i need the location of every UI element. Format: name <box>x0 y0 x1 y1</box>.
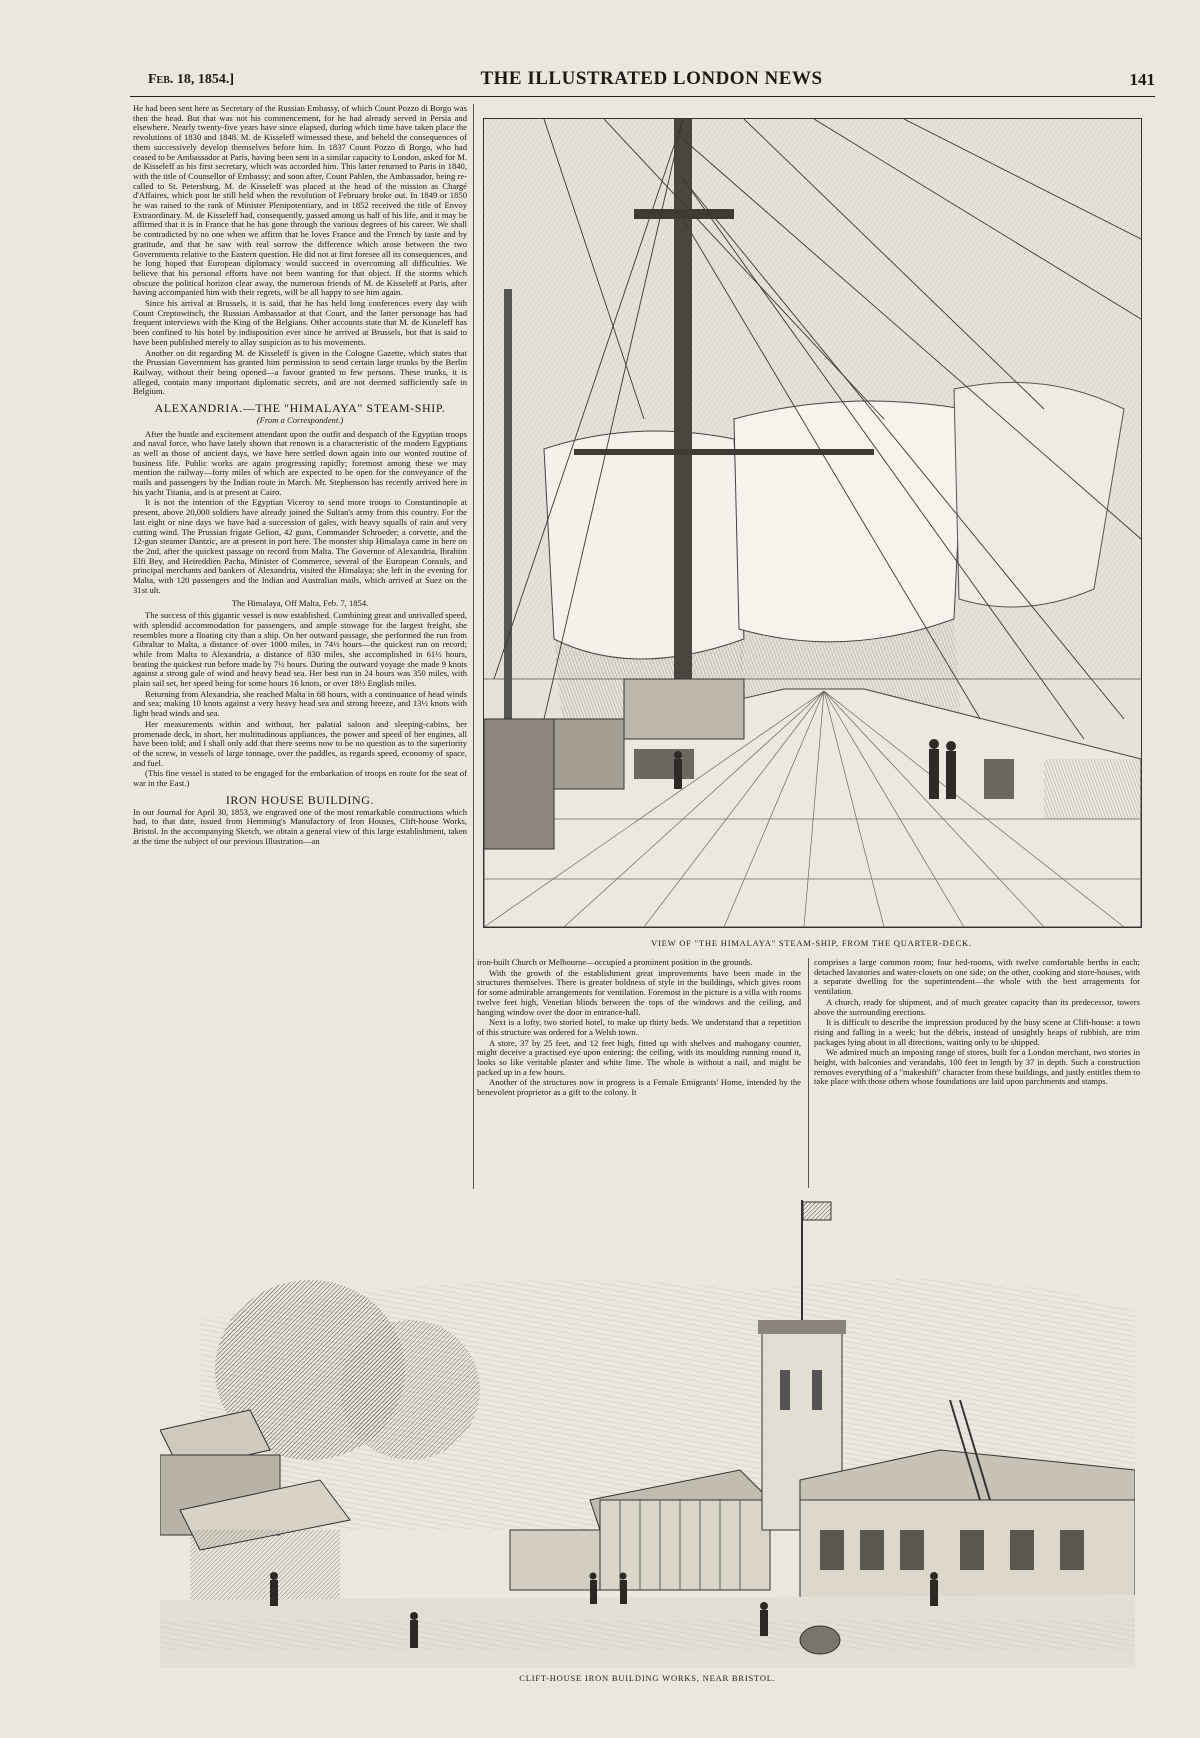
middle-column <box>477 958 801 1188</box>
article-paragraph: Her measurements within and without, her palatial saloon and sleeping-cabins, her promenade deck, in short, her multitudinous appliances, the power and speed of her engines, all have been told; and I shall only add that there seems now to be no question as to the superiority of the screw, in vessels of large tonnage, over the paddles, as regards speed, economy of space, and fuel. <box>133 718 467 768</box>
issue-date: Feb. 18, 1854.] <box>148 72 235 87</box>
left-column <box>133 104 467 944</box>
iron-works-illustration <box>160 1200 1135 1668</box>
article-paragraph: He had been sent here as Secretary of the Russian Embassy, of which Count Pozzo di Borgo was then the head. But that was not his commencement, for he had already served in Persia and elsewhere. Nearly twenty-five years have since elapsed, during which time have taken place the revolutions of 1830 and 1848. M. de Kisseleff witnessed these, and beheld the consequences of them successively develop themselves before him. In 1837 Count Pozzo di Borgo, who had ceased to be Ambassador at Paris, having been sent in a similar capacity to London, asked for M. de Kisseleff as his first secretary, which was accorded him. This latter returned to Paris in 1840, with the title of Counsellor of Embassy; and soon after, Count Pahlen, the Ambassador, being re-called to St. Petersburg, M. de Kisseleff was placed at the head of the mission as Chargé d'Affaires, which post he still held when the revolution of February broke out. In 1849 or 1850 he was raised to the rank of Minister Plenipotentiary, and in 1852 received the title of Envoy Extraordinary. M. de Kisseleff had, consequently, passed among us half of his life, and it may be affirmed that it is in France that he has gone through the various degrees of his career. We shall be contradicted by no one when we affirm that he loves France and the French by taste and by gratitude, and that he saw with real sorrow the difference which arose between the two Governments relative to the Eastern question. He did not at first foresee all its consequences, and he long hoped that European diplomacy would succeed in overcoming all difficulties. We believe that his personal efforts have not been wanting for that object. If the storms which obscure the political horizon clear away, the numerous friends of M. de Kisseleff at Paris, after having accompanied him with their regrets, will be all happy to see him again. <box>133 104 467 298</box>
article-paragraph: A store, 37 by 25 feet, and 12 feet high, fitted up with shelves and mahogany counter, might deceive a practised eye upon entering: the ceiling, with its moulding running round it, looks so like veritable plaster and white lime. The whole is without a nail, and might be packed up in a few hours. <box>477 1037 801 1077</box>
article-heading-iron-house: IRON HOUSE BUILDING. <box>225 792 375 807</box>
masthead-title: THE ILLUSTRATED LONDON NEWS <box>480 68 823 89</box>
article-paragraph: Returning from Alexandria, she reached Malta in 68 hours, with a continuance of head winds and sea; making 10 knots against a very heavy head sea and strong breeze, and 13½ knots with light head winds and sea. <box>133 688 467 719</box>
article-heading-himalaya: ALEXANDRIA.—THE "HIMALAYA" STEAM-SHIP. <box>154 401 446 416</box>
article-paragraph: Another of the structures now in progress is a Female Emigrants' Home, intended by the benevolent proprietor as a gift to the colony. It <box>477 1077 801 1098</box>
article-paragraph: iron-built Church or Melbourne—occupied a prominent position in the grounds. <box>477 958 753 967</box>
article-paragraph: It is not the intention of the Egyptian Viceroy to send more troops to Constantinople at present, above 20,000 soldiers have already joined the Sultan's army from this country. For the last eight or nine days we have had a succession of gales, with heavy squalls of rain and very cutting wind. The Prussian frigate Gefion, 42 guns, Commander Schroeder; a corvette, and the 12-gun steamer Dantzic, are at present in port here. The monster ship Himalaya came in here on the 2nd, after the quickest passage on record from Malta. The Governor of Alexandria, Ibrahim Elfi Bey, and Heireddien Pacha, Minister of Commerce, several of the European Consuls, and principal merchants and bankers of Alexandria, visited the Himalaya; she left in the evening for Malta, with 120 passengers and the Indian and Australian mails, which arrived at Suez on the 31st ult. <box>133 497 467 595</box>
article-paragraph: It is difficult to describe the impression produced by the busy scene at Clift-house: a town rising and falling in a week; but the débris, instead of unsightly heaps of rubbish, are trim packages lying about in all directions, waiting only to be shipped. <box>814 1017 1140 1047</box>
byline: (From a Correspondent.) <box>256 414 344 425</box>
ship-deck-engraving <box>483 118 1142 928</box>
editor-note: (This fine vessel is stated to be engaged for the embarkation of troops en route for the seat of war in the East.) <box>133 768 467 789</box>
article-paragraph: Next is a lofty, two storied hotel, to make up thirty beds. We understand that a repetition of this structure was ordered for a Welsh town. <box>477 1017 801 1037</box>
dateline: The Himalaya, Off Malta, Feb. 7, 1854. <box>231 598 369 609</box>
ship-deck-illustration <box>484 119 1141 927</box>
column-rule <box>473 104 474 1189</box>
works-caption: CLIFT-HOUSE IRON BUILDING WORKS, NEAR BRISTOL. <box>519 1673 776 1683</box>
article-paragraph: A church, ready for shipment, and of much greater capacity than its predecessor, towers above the surrounding erections. <box>814 996 1140 1017</box>
article-paragraph: After the bustle and excitement attendant upon the outfit and despatch of the Egyptian troops and naval force, who have lately shown that renown is a characteristic of the modern Egyptians as well as those of ancient days, we have here settled down again into our wonted routine of business life. Public works are again progressing rapidly; foremost among these we may mention the railway—forty miles of which are expected to be open for the conveyance of the mails and passengers by the Indian route in March. Mr. Stephenson has recently arrived here in his yacht Titania, and is at present at Cairo. <box>133 428 467 497</box>
ship-caption: VIEW OF "THE HIMALAYA" STEAM-SHIP, FROM THE QUARTER-DECK. <box>651 938 972 948</box>
article-paragraph: With the growth of the establishment great improvements have been made in the structures themselves. There is greater boldness of style in the buildings, which gives room for some admirable arrangements for ventilation. Foremost in the picture is a villa with rooms twelve feet high, Venetian blinds between the tops of the windows and the ceiling, and hanging window over the door in entrance-hall. <box>477 967 801 1017</box>
article-paragraph: comprises a large common room; four bed-rooms, with twelve comfortable berths in each; detached lavatories and water-closets on one side; on the other, cooking and store-houses, with a separate dwelling for the superintendent—the whole with the best arragements for ventilation. <box>814 958 1140 997</box>
article-paragraph: The success of this gigantic vessel is now established. Combining great and unrivalled speed, with splendid accommodation for passengers, and ample stowage for the largest freight, she resembles more a floating city than a ship. On her outward passage, she performed the run from Gibraltar to Malta, a distance of over 1000 miles, in 74½ hours—the quickest run on record; while from Malta to Alexandria, a distance of 830 miles, she accomplished in 61½ hours, beating the quickest run before made by 7½ hours. During the outward voyage she made 9 knots against a strong gale of wind and heavy head sea. Her best run in 24 hours was 350 miles, with plain sail set, her speed being for some hours 16 knots, or over 18½ English miles. <box>133 610 467 689</box>
article-paragraph: We admired much an imposing range of stores, built for a London merchant, two stories in height, with balconies and verandahs, 100 feet in length by 37 in depth. Such a construction removes everything of a "makeshift" character from these buildings, and justly entitles them to take place with those others whose foundations are laid upon parchments and stamps. <box>814 1047 1140 1087</box>
column-rule <box>808 958 809 1188</box>
page-number: 141 <box>1129 70 1155 89</box>
right-column <box>814 958 1140 1188</box>
article-paragraph: Another on dit regarding M. de Kisseleff is given in the Cologne Gazette, which states that the Prussian Government has granted him permission to send certain large trunks by the Berlin Railway, without their being opened—a favour granted to few persons. These trunks, it is alleged, contain many important diplomatic secrets, and are not deemed sufficiently safe in Belgium. <box>133 347 467 397</box>
page-header <box>148 68 1155 92</box>
article-paragraph: In our Journal for April 30, 1853, we engraved one of the most remarkable constructions which had, to that date, issued from Hemming's Manufactory of Iron Houses, Clift-house Works, Bristol. In the accompanying Sketch, we obtain a general view of this large establishment, taken at the time the subject of our previous Illustration—an <box>133 806 467 846</box>
iron-works-engraving <box>160 1200 1135 1668</box>
article-paragraph: Since his arrival at Brussels, it is said, that he has held long conferences every day with Count Creptowitsch, the Russian Ambassador at that Court, and the latter personage has had frequent interviews with the King of the Belgians. Other accounts state that M. de Kisseleff has been confined to his hotel by indisposition ever since he arrived at Brussels, but that is said to have been published merely to allay suspicion as to his movements. <box>133 298 467 347</box>
header-rule <box>130 96 1155 97</box>
